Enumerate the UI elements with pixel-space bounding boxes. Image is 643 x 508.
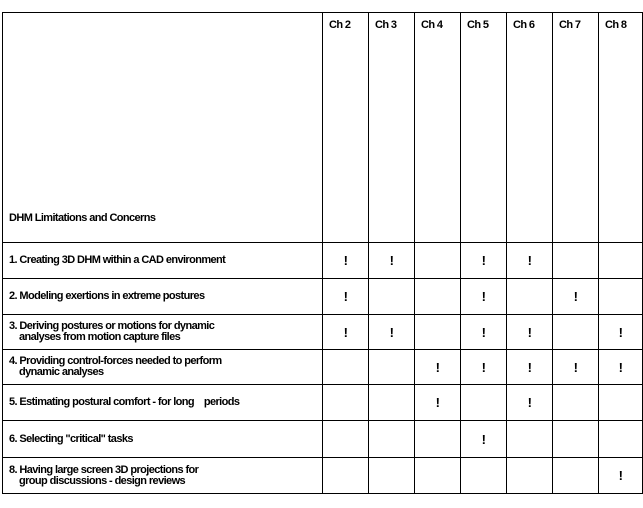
row-label-line1: 8. Having large screen 3D projections for: [9, 463, 199, 476]
mark-cell: [599, 243, 643, 279]
row-label: [3, 350, 323, 385]
mark-cell: [369, 279, 415, 315]
row-label-line2: group discussions - design reviews: [19, 474, 186, 487]
check-mark: !: [618, 324, 623, 340]
limitations-matrix: [2, 12, 643, 494]
check-mark: !: [481, 253, 486, 268]
mark-cell: [553, 350, 599, 385]
mark-cell: [323, 421, 369, 458]
row-label: [3, 315, 323, 350]
row-label: [3, 421, 323, 458]
mark-cell: [415, 350, 461, 385]
mark-cell: [461, 458, 507, 494]
check-mark: !: [389, 324, 394, 340]
check-mark: !: [481, 359, 486, 375]
check-mark: !: [481, 324, 486, 340]
mark-cell: [553, 243, 599, 279]
mark-cell: [553, 315, 599, 350]
check-mark: !: [435, 395, 440, 410]
row-label: [3, 243, 323, 279]
check-mark: !: [527, 359, 532, 375]
table-row: [3, 421, 643, 458]
mark-cell: [461, 350, 507, 385]
row-label: [3, 385, 323, 421]
column-header-ch6: Ch 6: [507, 13, 553, 243]
mark-cell: [507, 385, 553, 421]
mark-cell: [507, 421, 553, 458]
row-label-line1: 2. Modeling exertions in extreme postures: [9, 290, 205, 302]
mark-cell: [369, 421, 415, 458]
mark-cell: [415, 315, 461, 350]
mark-cell: [415, 243, 461, 279]
mark-cell: [415, 279, 461, 315]
mark-cell: [323, 385, 369, 421]
table-row: [3, 458, 643, 494]
row-label-line1: 5. Estimating postural comfort - for long periods: [9, 396, 240, 408]
mark-cell: [553, 279, 599, 315]
mark-cell: [323, 458, 369, 494]
mark-cell: [599, 458, 643, 494]
mark-cell: [553, 385, 599, 421]
table-row: [3, 315, 643, 350]
row-label-line2: dynamic analyses: [19, 366, 104, 378]
column-header-ch7: Ch 7: [553, 13, 599, 243]
mark-cell: [507, 279, 553, 315]
mark-cell: [461, 385, 507, 421]
mark-cell: [415, 421, 461, 458]
mark-cell: [599, 350, 643, 385]
row-label: [3, 279, 323, 315]
mark-cell: [369, 350, 415, 385]
mark-cell: [323, 243, 369, 279]
mark-cell: [323, 350, 369, 385]
column-header-ch3: Ch 3: [369, 13, 415, 243]
check-mark: !: [573, 289, 578, 304]
check-mark: !: [527, 253, 532, 268]
mark-cell: [369, 458, 415, 494]
table-row: [3, 385, 643, 421]
row-label-line1: 1. Creating 3D DHM within a CAD environment: [9, 254, 226, 266]
check-mark: !: [343, 253, 348, 268]
mark-cell: [507, 458, 553, 494]
mark-cell: [369, 315, 415, 350]
mark-cell: [507, 315, 553, 350]
column-header-ch5: Ch 5: [461, 13, 507, 243]
check-mark: !: [435, 359, 440, 375]
check-mark: !: [343, 324, 348, 340]
table-title: DHM Limitations and Concerns: [3, 13, 323, 243]
row-label-line2: analyses from motion capture files: [19, 331, 181, 343]
mark-cell: [507, 243, 553, 279]
table-row: [3, 243, 643, 279]
row-label-line1: 4. Providing control-forces needed to perform: [9, 355, 222, 367]
mark-cell: [415, 385, 461, 421]
check-mark: !: [481, 431, 486, 447]
mark-cell: [461, 421, 507, 458]
mark-cell: [553, 458, 599, 494]
mark-cell: [553, 421, 599, 458]
check-mark: !: [573, 359, 578, 375]
check-mark: !: [389, 253, 394, 268]
mark-cell: [461, 279, 507, 315]
row-label-line1: 3. Deriving postures or motions for dynamic: [9, 320, 215, 332]
table-row: [3, 350, 643, 385]
mark-cell: [461, 315, 507, 350]
mark-cell: [323, 315, 369, 350]
header-row: [3, 13, 643, 243]
mark-cell: [507, 350, 553, 385]
mark-cell: [599, 315, 643, 350]
column-header-ch4: Ch 4: [415, 13, 461, 243]
row-label-line1: 6. Selecting "critical" tasks: [9, 432, 133, 445]
check-mark: !: [527, 395, 532, 410]
column-header-ch2: Ch 2: [323, 13, 369, 243]
check-mark: !: [527, 324, 532, 340]
mark-cell: [599, 385, 643, 421]
mark-cell: [415, 458, 461, 494]
check-mark: !: [618, 468, 623, 483]
mark-cell: [461, 243, 507, 279]
mark-cell: [599, 279, 643, 315]
table-row: [3, 279, 643, 315]
column-header-ch8: Ch 8: [599, 13, 643, 243]
mark-cell: [323, 279, 369, 315]
check-mark: !: [481, 289, 486, 304]
mark-cell: [369, 385, 415, 421]
mark-cell: [369, 243, 415, 279]
row-label: [3, 458, 323, 494]
mark-cell: [599, 421, 643, 458]
check-mark: !: [343, 289, 348, 304]
check-mark: !: [618, 359, 623, 375]
